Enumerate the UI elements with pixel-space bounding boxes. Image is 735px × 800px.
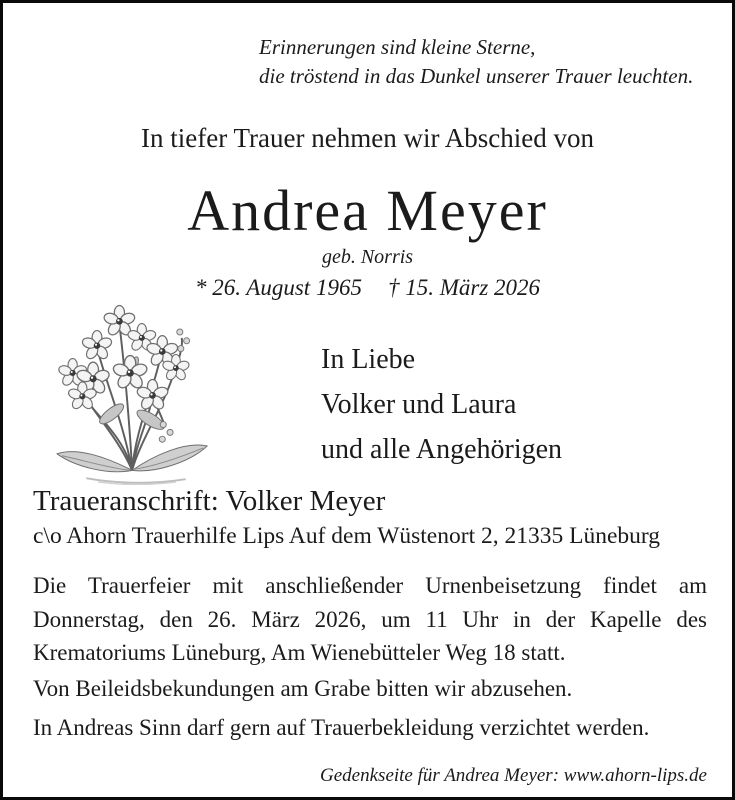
condolence-note: Von Beileidsbekundungen am Grabe bitten wir abzusehen. [33, 676, 573, 701]
attire-note: In Andreas Sinn darf gern auf Trauerbekleidung verzichtet werden. [33, 715, 650, 740]
epigraph-line-1: Erinnerungen sind kleine Sterne, [259, 35, 536, 59]
memorial-page-line: Gedenkseite für Andrea Meyer: www.ahorn-lips.de [320, 765, 707, 786]
farewell-line-2: Volker und Laura [321, 389, 517, 420]
ceremony-line-3: Krematoriums Lüneburg, Am Wienebütteler Weg 18 statt. [33, 640, 566, 665]
mourning-address-heading: Traueranschrift: Volker Meyer [33, 485, 386, 517]
epigraph-line-2: die tröstend in das Dunkel unserer Trauer leuchten. [259, 64, 694, 88]
death-date: † 15. März 2026 [387, 275, 541, 300]
farewell-line-1: In Liebe [321, 344, 416, 375]
farewell-line-3: und alle Angehörigen [321, 434, 563, 465]
birth-date: * 26. August 1965 [194, 275, 362, 300]
epigraph [259, 33, 693, 91]
forget-me-not-illustration [37, 295, 233, 490]
deceased-name: Andrea Meyer [187, 178, 548, 243]
maiden-name: geb. Norris [321, 246, 414, 268]
ceremony-line-2: Donnerstag, den 26. März 2026, um 11 Uhr in der Kapelle des [33, 606, 707, 632]
mourning-address-detail: c\o Ahorn Trauerhilfe Lips Auf dem Wüstenort 2, 21335 Lüneburg [33, 523, 661, 549]
flower-drawing-svg [37, 295, 233, 485]
ceremony-line-1: Die Trauerfeier mit anschließender Urnenbeisetzung findet am [33, 573, 707, 598]
intro-line: In tiefer Trauer nehmen wir Abschied von [141, 123, 594, 153]
farewell-block [321, 337, 562, 472]
ceremony-paragraph [33, 569, 707, 670]
